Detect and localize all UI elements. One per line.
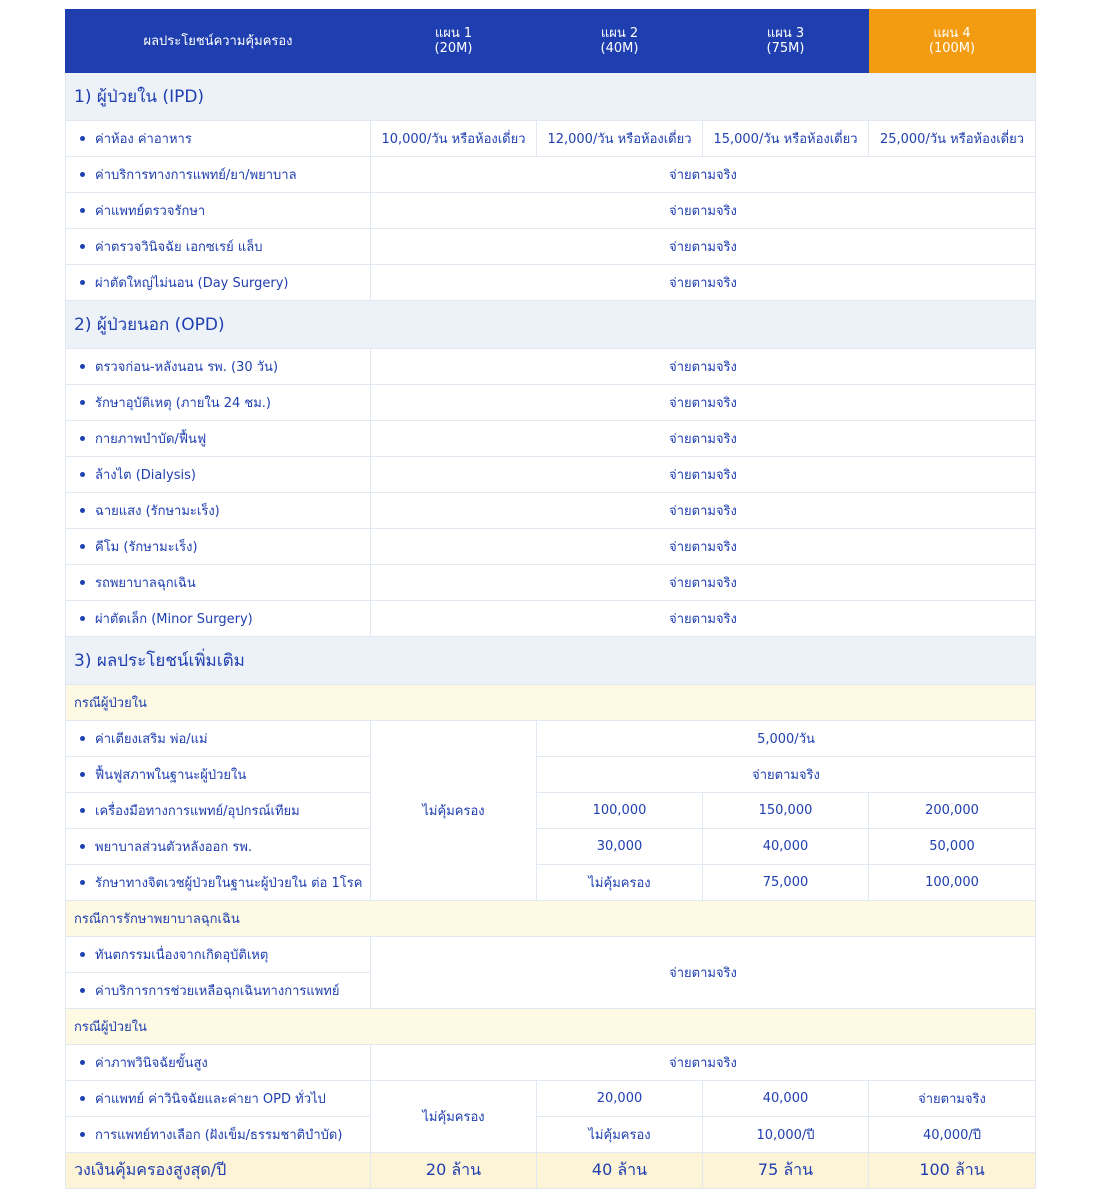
benefit-label: กายภาพบำบัด/ฟื้นฟู [66, 421, 371, 457]
bullet-icon [80, 1060, 85, 1065]
all-plans-value: จ่ายตามจริง [371, 565, 1036, 601]
table-row [66, 757, 1036, 793]
plan-4-value: จ่ายตามจริง [869, 1081, 1036, 1117]
plan-2-value: ไม่คุ้มครอง [537, 865, 703, 901]
table-row [66, 565, 1036, 601]
plan-1-value: ไม่คุ้มครอง [371, 721, 537, 901]
table-row [66, 457, 1036, 493]
bullet-icon [80, 736, 85, 741]
table-row [66, 349, 1036, 385]
benefit-label: ค่าแพทย์ตรวจรักษา [66, 193, 371, 229]
section-header-extra [66, 637, 1036, 685]
coverage-comparison-table [65, 9, 1036, 1189]
table-row [66, 1045, 1036, 1081]
all-plans-value: จ่ายตามจริง [371, 601, 1036, 637]
bullet-icon [80, 544, 85, 549]
plan-3-value: 40,000 [703, 1081, 869, 1117]
plan-2-value: 100,000 [537, 793, 703, 829]
bullet-icon [80, 208, 85, 213]
plans-2-4-value: จ่ายตามจริง [537, 757, 1036, 793]
bullet-icon [80, 844, 85, 849]
plan-4-header[interactable] [869, 10, 1036, 73]
plan-2-value: ไม่คุ้มครอง [537, 1117, 703, 1153]
plan-3-value: 15,000/วัน หรือห้องเดี่ยว [703, 121, 869, 157]
benefit-label: ตรวจก่อน-หลังนอน รพ. (30 วัน) [66, 349, 371, 385]
table-row [66, 121, 1036, 157]
bullet-icon [80, 988, 85, 993]
coverage-table-container [65, 9, 1035, 1189]
plan-name: แผน 4 [933, 26, 971, 41]
table-row [66, 721, 1036, 757]
table-row [66, 529, 1036, 565]
benefit-label: รักษาอุบัติเหตุ (ภายใน 24 ชม.) [66, 385, 371, 421]
bullet-icon [80, 808, 85, 813]
benefit-label: ค่าตรวจวินิจฉัย เอกซเรย์ แล็บ [66, 229, 371, 265]
benefit-label: ค่าภาพวินิจฉัยขั้นสูง [66, 1045, 371, 1081]
bullet-icon [80, 400, 85, 405]
total-row [66, 1153, 1036, 1189]
benefit-label: เครื่องมือทางการแพทย์/อุปกรณ์เทียม [66, 793, 371, 829]
bullet-icon [80, 880, 85, 885]
section-header-ipd [66, 73, 1036, 121]
benefit-label: ค่าเตียงเสริม พ่อ/แม่ [66, 721, 371, 757]
plan-3-header[interactable] [703, 10, 869, 73]
all-plans-value: จ่ายตามจริง [371, 265, 1036, 301]
bullet-icon [80, 616, 85, 621]
benefit-label: ค่าบริการทางการแพทย์/ยา/พยาบาล [66, 157, 371, 193]
table-row [66, 865, 1036, 901]
plan-2-value: 20,000 [537, 1081, 703, 1117]
subsection-title: กรณีการรักษาพยาบาลฉุกเฉิน [66, 901, 1036, 937]
all-plans-value: จ่ายตามจริง [371, 229, 1036, 265]
table-row [66, 157, 1036, 193]
all-plans-value: จ่ายตามจริง [371, 157, 1036, 193]
plan-3-value: 150,000 [703, 793, 869, 829]
benefit-label: ผ่าตัดเล็ก (Minor Surgery) [66, 601, 371, 637]
plan-name: แผน 1 [434, 26, 473, 41]
plan-4-value: 25,000/วัน หรือห้องเดี่ยว [869, 121, 1036, 157]
bullet-icon [80, 580, 85, 585]
plan-3-value: 75,000 [703, 865, 869, 901]
all-plans-value: จ่ายตามจริง [371, 493, 1036, 529]
subsection-title: กรณีผู้ป่วยใน [66, 685, 1036, 721]
table-row [66, 937, 1036, 973]
benefit-label: ค่าห้อง ค่าอาหาร [66, 121, 371, 157]
plan-amount: (75M) [766, 41, 805, 56]
all-plans-value: จ่ายตามจริง [371, 937, 1036, 1009]
table-row [66, 193, 1036, 229]
bullet-icon [80, 952, 85, 957]
section-title: 1) ผู้ป่วยใน (IPD) [66, 73, 1036, 121]
all-plans-value: จ่ายตามจริง [371, 457, 1036, 493]
table-row [66, 601, 1036, 637]
plan-2-value: 30,000 [537, 829, 703, 865]
table-row [66, 493, 1036, 529]
benefit-label: คีโม (รักษามะเร็ง) [66, 529, 371, 565]
all-plans-value: จ่ายตามจริง [371, 1045, 1036, 1081]
table-row [66, 229, 1036, 265]
plan-2-header[interactable] [537, 10, 703, 73]
table-row [66, 421, 1036, 457]
table-row [66, 1117, 1036, 1153]
all-plans-value: จ่ายตามจริง [371, 385, 1036, 421]
bullet-icon [80, 472, 85, 477]
plan-2-value: 12,000/วัน หรือห้องเดี่ยว [537, 121, 703, 157]
bullet-icon [80, 436, 85, 441]
table-row [66, 265, 1036, 301]
table-header-row [66, 10, 1036, 73]
plan-1-total: 20 ล้าน [371, 1153, 537, 1189]
subsection-header [66, 901, 1036, 937]
table-row [66, 1081, 1036, 1117]
benefit-label: ค่าแพทย์ ค่าวินิจฉัยและค่ายา OPD ทั่วไป [66, 1081, 371, 1117]
plan-2-total: 40 ล้าน [537, 1153, 703, 1189]
benefit-label: รักษาทางจิตเวชผู้ป่วยในฐานะผู้ป่วยใน ต่อ 1โรค [66, 865, 371, 901]
total-label: วงเงินคุ้มครองสูงสุด/ปี [66, 1153, 371, 1189]
plan-1-value: 10,000/วัน หรือห้องเดี่ยว [371, 121, 537, 157]
section-title: 2) ผู้ป่วยนอก (OPD) [66, 301, 1036, 349]
bullet-icon [80, 1132, 85, 1137]
all-plans-value: จ่ายตามจริง [371, 193, 1036, 229]
plan-4-value: 50,000 [869, 829, 1036, 865]
benefit-column-header: ผลประโยชน์ความคุ้มครอง [66, 10, 371, 73]
benefit-label: รถพยาบาลฉุกเฉิน [66, 565, 371, 601]
plan-3-value: 10,000/ปี [703, 1117, 869, 1153]
all-plans-value: จ่ายตามจริง [371, 529, 1036, 565]
benefit-label: ผ่าตัดใหญ่ไม่นอน (Day Surgery) [66, 265, 371, 301]
bullet-icon [80, 172, 85, 177]
bullet-icon [80, 364, 85, 369]
bullet-icon [80, 136, 85, 141]
bullet-icon [80, 772, 85, 777]
section-title: 3) ผลประโยชน์เพิ่มเติม [66, 637, 1036, 685]
benefit-label: ฉายแสง (รักษามะเร็ง) [66, 493, 371, 529]
benefit-label: การแพทย์ทางเลือก (ฝังเข็ม/ธรรมชาติบำบัด) [66, 1117, 371, 1153]
plan-4-total: 100 ล้าน [869, 1153, 1036, 1189]
plan-name: แผน 2 [600, 26, 639, 41]
plan-amount: (40M) [600, 41, 639, 56]
plans-2-4-value: 5,000/วัน [537, 721, 1036, 757]
bullet-icon [80, 280, 85, 285]
benefit-label: ล้างไต (Dialysis) [66, 457, 371, 493]
plan-name: แผน 3 [766, 26, 805, 41]
subsection-header [66, 1009, 1036, 1045]
benefit-label: พยาบาลส่วนตัวหลังออก รพ. [66, 829, 371, 865]
table-row [66, 385, 1036, 421]
section-header-opd [66, 301, 1036, 349]
table-row [66, 793, 1036, 829]
plan-4-value: 200,000 [869, 793, 1036, 829]
plan-1-value: ไม่คุ้มครอง [371, 1081, 537, 1153]
benefit-label: ฟื้นฟูสภาพในฐานะผู้ป่วยใน [66, 757, 371, 793]
benefit-label: ทันตกรรมเนื่องจากเกิดอุบัติเหตุ [66, 937, 371, 973]
plan-3-total: 75 ล้าน [703, 1153, 869, 1189]
plan-amount: (100M) [928, 41, 976, 56]
subsection-title: กรณีผู้ป่วยใน [66, 1009, 1036, 1045]
plan-1-header[interactable] [371, 10, 537, 73]
plan-4-value: 40,000/ปี [869, 1117, 1036, 1153]
bullet-icon [80, 1096, 85, 1101]
bullet-icon [80, 244, 85, 249]
subsection-header [66, 685, 1036, 721]
plan-4-value: 100,000 [869, 865, 1036, 901]
plan-amount: (20M) [434, 41, 473, 56]
benefit-label: ค่าบริการการช่วยเหลือฉุกเฉินทางการแพทย์ [66, 973, 371, 1009]
bullet-icon [80, 508, 85, 513]
all-plans-value: จ่ายตามจริง [371, 349, 1036, 385]
table-row [66, 829, 1036, 865]
all-plans-value: จ่ายตามจริง [371, 421, 1036, 457]
plan-3-value: 40,000 [703, 829, 869, 865]
